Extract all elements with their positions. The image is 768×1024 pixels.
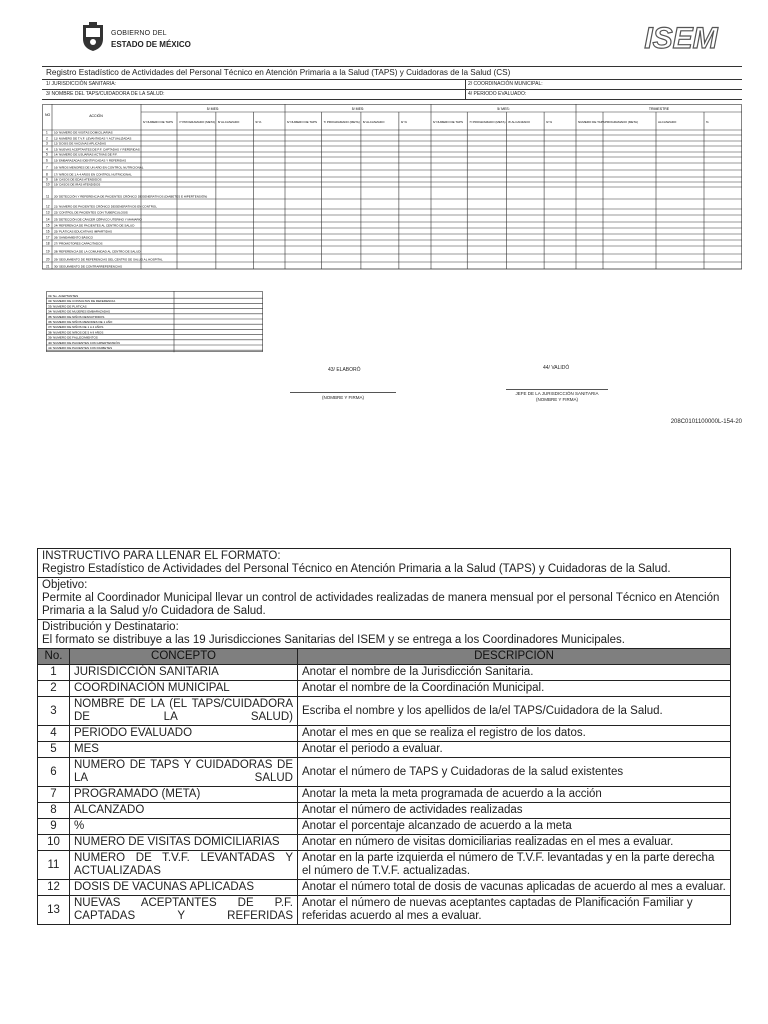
period-header: TRIMESTRE <box>648 107 670 111</box>
instr-row-desc: Anotar la meta la meta programada de acuerdo a la acción <box>298 787 731 803</box>
instr-row <box>38 819 731 835</box>
row-action: 20/ DETECCIÓN Y REFERENCIA DE PACIENTES CRÓNICO DEGENERATIVOS (DIABETES E HIPERTENSIÓN) <box>54 194 208 199</box>
instr-row-concepto: NUMERO DE VISITAS DOMICILIARIAS <box>70 835 298 851</box>
gov-line1: GOBIERNO DEL <box>111 30 167 37</box>
row-action: 14/ NUMERO DE USUARIAS ACTIVAS DE P.F. <box>54 152 118 157</box>
instr-row <box>38 787 731 803</box>
row-action: 27/ PROMOTORES CAPACITADOS <box>54 241 103 246</box>
valido-label: 44/ VALIDÓ <box>543 365 570 371</box>
jefe-label: JEFE DE LA JURISDICCIÓN SANITARIA <box>515 391 599 396</box>
row-number: 19 <box>46 249 50 254</box>
row-number: 10 <box>46 182 50 187</box>
row-action: 16/ NIÑOS MENORES DE UN AÑO EN CONTROL NUTRICIONAL <box>54 165 144 170</box>
instr-row-no: 12 <box>38 880 70 896</box>
instr-row-desc: Anotar el mes en que se realiza el registro de los datos. <box>298 726 731 742</box>
instr-dist-row <box>38 620 731 649</box>
row-action: 25/ PLÁTICAS EDUCATIVAS IMPARTIDAS <box>54 229 112 234</box>
instr-row-concepto: NUEVAS ACEPTANTES DE P.F. CAPTADAS Y REFERIDAS <box>70 896 298 925</box>
instructivo-table <box>37 548 731 925</box>
row-number: 17 <box>46 235 50 240</box>
instr-row <box>38 697 731 726</box>
instr-row-no: 6 <box>38 758 70 787</box>
form-fields-row-2 <box>42 90 742 100</box>
row-number: 7 <box>46 165 48 170</box>
instr-row-concepto: MES <box>70 742 298 758</box>
instr-row-no: 7 <box>38 787 70 803</box>
instr-row-concepto: NUMERO DE TAPS Y CUIDADORAS DE LA SALUD <box>70 758 298 787</box>
field-coordinacion[interactable]: 2/ COORDINACIÓN MUNICIPAL: <box>468 81 543 87</box>
sub-header: NUMERO DE TAPS <box>578 120 605 124</box>
instr-row-concepto: COORDINACIÓN MUNICIPAL <box>70 681 298 697</box>
gov-line2: ESTADO DE MÉXICO <box>111 40 191 49</box>
instr-row-desc: Anotar el nombre de la Coordinación Municipal. <box>298 681 731 697</box>
row-number: 18 <box>46 241 50 246</box>
row-number: 20 <box>46 257 50 262</box>
sub-header: ALCANZADO <box>658 120 677 124</box>
instr-title1: INSTRUCTIVO PARA LLENAR EL FORMATO: <box>42 550 281 562</box>
row-number: 4 <box>46 147 48 152</box>
row-number: 3 <box>46 141 48 146</box>
row-number: 12 <box>46 204 50 209</box>
instr-row-concepto: NOMBRE DE LA (EL TAPS/CUIDADORA DE LA SALUD) <box>70 697 298 726</box>
summary-label: 35/ NUMERO DE NIÑOS DESNUTRIDOS <box>48 314 105 319</box>
form-code: 208C0101100000L-154-20 <box>670 419 742 425</box>
summary-label: 31/ No. ACEPTANTES <box>48 294 79 298</box>
row-action: 10/ NUMERO DE VISITAS DOMICILIARIAS <box>54 130 113 135</box>
row-number: 1 <box>46 130 48 135</box>
row-number: 6 <box>46 158 48 163</box>
instr-row-no: 13 <box>38 896 70 925</box>
summary-label: 37/ NUMERO DE NIÑOS DE 1 A 4 AÑOS <box>48 325 104 330</box>
instr-row-desc: Escriba el nombre y los apellidos de la/el TAPS/Cuidadora de la Salud. <box>298 697 731 726</box>
instr-row-concepto: DOSIS DE VACUNAS APLICADAS <box>70 880 298 896</box>
instr-row-no: 10 <box>38 835 70 851</box>
row-action: 26/ SANEAMIENTO BÁSICO <box>54 235 93 240</box>
sub-header: 9/ % <box>400 120 407 124</box>
sub-header: 6/ NUMERO DE TAPS <box>143 120 174 124</box>
instr-row <box>38 665 731 681</box>
instr-row-no: 11 <box>38 851 70 880</box>
col-no-header: NO <box>45 113 51 117</box>
instr-row <box>38 758 731 787</box>
sub-header: PROGRAMADO (META) <box>605 120 638 124</box>
summary-label: 33/ NUMERO DE PLÁTICAS <box>48 304 87 309</box>
row-number: 21 <box>46 264 50 269</box>
row-action: 22/ CONTROL DE PACIENTES CON TUBERCULOSIS <box>54 210 128 215</box>
row-action: 28/ REFERENCIA DE LA COMUNIDAD AL CENTRO DE SALUD <box>54 249 141 254</box>
instr-row <box>38 851 731 880</box>
sub-header: 8/ ALCANZADO <box>362 120 385 124</box>
summary-label: 32/ NUMERO DE CONSULTAS DE REFERENCIA <box>48 299 116 304</box>
instr-row-desc: Anotar el nombre de la Jurisdicción Sanitaria. <box>298 665 731 681</box>
isem-logo <box>640 20 722 54</box>
field-nombre-taps[interactable]: 3/ NOMBRE DEL TAPS/CUIDADORA DE LA SALUD: <box>46 91 165 97</box>
instr-objective-row <box>38 578 731 620</box>
summary-label: 38/ NUMERO DE NIÑOS DE 5 A 9 AÑOS <box>48 330 104 335</box>
instr-row-concepto: NUMERO DE T.V.F. LEVANTADAS Y ACTUALIZADAS <box>70 851 298 880</box>
instr-row-desc: Anotar el porcentaje alcanzado de acuerdo a la meta <box>298 819 731 835</box>
field-jurisdiccion[interactable]: 1/ JURISDICCIÓN SANITARIA: <box>46 81 116 87</box>
instr-row-concepto: PERIODO EVALUADO <box>70 726 298 742</box>
row-action: 23/ DETECCIÓN DE CÁNCER CÉRVICO UTERINO Y MAMARIO <box>54 217 142 222</box>
sub-header: 9/ % <box>255 120 262 124</box>
row-action: 30/ SEGUIMIENTO DE CONTRARREFERENCIAS <box>54 264 122 269</box>
state-seal-logo <box>80 22 106 52</box>
row-number: 9 <box>46 177 48 182</box>
instr-row-desc: Anotar el número total de dosis de vacunas aplicadas de acuerdo al mes a evaluar. <box>298 880 731 896</box>
instr-dist-text: El formato se distribuye a las 19 Jurisdicciones Sanitarias del ISEM y se entrega a los Coordinadores Municipales. <box>42 634 625 646</box>
instr-row-desc: Anotar el número de nuevas aceptantes captadas de Planificación Familiar y referidas acuerdo al mes a evaluar. <box>298 896 731 925</box>
summary-label: 36/ NUMERO DE NIÑOS MENORES DE 1 AÑO <box>48 320 113 324</box>
row-action: 24/ REFERENCIA DE PACIENTES AL CENTRO DE SALUD <box>54 223 135 228</box>
sub-header: 9/ % <box>546 120 553 124</box>
row-action: 17/ NIÑOS DE 1 A 4 AÑOS EN CONTROL NUTRICIONAL <box>54 172 132 177</box>
summary-label: 39/ NUMERO DE FALLECIMIENTOS <box>48 335 98 340</box>
instr-row-no: 3 <box>38 697 70 726</box>
row-number: 8 <box>46 172 48 177</box>
instr-row-desc: Anotar el periodo a evaluar. <box>298 742 731 758</box>
summary-label: 41/ NUMERO DE PACIENTES CON DIABETES <box>48 346 113 350</box>
elaboro-label: 43/ ELABORÓ <box>328 367 361 373</box>
instr-row <box>38 726 731 742</box>
signature-line-elaboro[interactable] <box>290 392 396 393</box>
instr-row-desc: Anotar el número de actividades realizadas <box>298 803 731 819</box>
sub-header: % <box>706 120 709 124</box>
sub-header: 8/ ALCANZADO <box>217 120 240 124</box>
summary-label: 34/ NUMERO DE MUJERES EMBARAZADAS <box>48 309 111 314</box>
instr-row-no: 2 <box>38 681 70 697</box>
isem-logo-text: ISEM <box>644 22 718 54</box>
sub-header: 6/ NUMERO DE TAPS <box>433 120 464 124</box>
instr-row <box>38 896 731 925</box>
instr-row-desc: Anotar el número de TAPS y Cuidadoras de la salud existentes <box>298 758 731 787</box>
activity-grid <box>42 104 742 290</box>
instr-row <box>38 803 731 819</box>
sub-header: 8/ ALCANZADO <box>508 120 530 124</box>
instr-title-row <box>38 549 731 578</box>
instr-row-desc: Anotar en la parte izquierda el número de T.V.F. levantadas y en la parte derecha el número de T.V.F. actualizadas. <box>298 851 731 880</box>
sub-header: 7/ PROGRAMADO (META) <box>179 120 216 124</box>
instr-row <box>38 681 731 697</box>
instr-row <box>38 835 731 851</box>
instr-row <box>38 742 731 758</box>
row-number: 15 <box>46 223 50 228</box>
row-action: 29/ SEGUIMIENTO DE REFERENCIAS DEL CENTRO DE SALUD AL HOSPITAL <box>54 257 163 262</box>
row-number: 14 <box>46 217 50 222</box>
row-action: 12/ DOSIS DE VACUNAS APLICADAS <box>54 141 106 146</box>
row-number: 16 <box>46 229 50 234</box>
instr-row <box>38 880 731 896</box>
form-fields-row-1 <box>42 80 742 90</box>
instr-header-row <box>38 649 731 665</box>
sub-header: 6/ NUMERO DE TAPS <box>287 120 318 124</box>
row-action: 13/ NUEVAS ACEPTANTES DE P.F. CAPTADAS Y REFERIDAS <box>54 147 140 152</box>
summary-table <box>46 291 264 357</box>
period-header: 5/ MES: <box>351 107 365 111</box>
row-action: 18/ CASOS DE EDAS ATENDIDOS <box>54 177 102 182</box>
instr-obj-text: Permite al Coordinador Municipal llevar un control de actividades realizadas de manera mensual por el personal Técnico en Atención Primaria a la Salud y/o Cuidadora de Salud. <box>42 592 720 617</box>
instr-row-concepto: JURISDICCIÓN SANITARIA <box>70 665 298 681</box>
instr-header-desc: DESCRIPCIÓN <box>298 649 731 665</box>
col-accion-header: ACCIÓN <box>89 114 103 118</box>
instr-dist-label: Distribución y Destinatario: <box>42 621 179 633</box>
page-header <box>0 0 768 62</box>
instr-title2: Registro Estadístico de Actividades del Personal Técnico en Atención Primaria a la Salud (TAPS) y Cuidadoras de la Salud. <box>42 563 671 575</box>
instr-row-no: 9 <box>38 819 70 835</box>
period-header: 5/ MES: <box>206 107 220 111</box>
field-periodo[interactable]: 4/ PERIODO EVALUADO: <box>468 91 527 97</box>
row-number: 5 <box>46 152 48 157</box>
summary-label: 40/ NUMERO DE PACIENTES CON HIPERTENSIÓN <box>48 340 120 345</box>
instr-row-desc: Anotar en número de visitas domiciliarias realizadas en el mes a evaluar. <box>298 835 731 851</box>
row-number: 13 <box>46 210 50 215</box>
row-action: 19/ CASOS DE IRAS ATENDIDOS <box>54 182 101 187</box>
sub-header: 7/ PROGRAMADO (META) <box>469 120 506 124</box>
instr-obj-label: Objetivo: <box>42 579 88 591</box>
row-number: 11 <box>46 194 50 199</box>
form-title: Registro Estadístico de Actividades del Personal Técnico en Atención Primaria a la Salud (TAPS) y Cuidadoras de la Salud (CS) <box>46 68 511 77</box>
instr-row-concepto: % <box>70 819 298 835</box>
row-action: 21/ NUMERO DE PACIENTES CRÓNICO DEGENERATIVOS EN CONTROL <box>54 204 157 209</box>
jefe-firma: (NOMBRE Y FIRMA) <box>535 397 579 402</box>
elaboro-firma: (NOMBRE Y FIRMA) <box>321 395 365 400</box>
instr-header-concepto: CONCEPTO <box>70 649 298 665</box>
form-title-row <box>42 66 742 80</box>
instr-row-concepto: PROGRAMADO (META) <box>70 787 298 803</box>
instr-row-no: 8 <box>38 803 70 819</box>
sub-header: 7/ PROGRAMADO (META) <box>323 120 360 124</box>
instr-row-no: 4 <box>38 726 70 742</box>
instr-row-no: 5 <box>38 742 70 758</box>
period-header: 5/ MES: <box>497 107 510 111</box>
row-action: 11/ NUMERO DE T.V.F. LEVANTADAS Y ACTUALIZADAS <box>54 136 132 141</box>
signature-line-valido[interactable] <box>506 389 608 390</box>
instr-header-no: No. <box>38 649 70 665</box>
instr-row-concepto: ALCANZADO <box>70 803 298 819</box>
row-number: 2 <box>46 136 48 141</box>
row-action: 15/ EMBARAZADAS IDENTIFICADAS Y REFERIDAS <box>54 158 127 163</box>
instr-row-no: 1 <box>38 665 70 681</box>
